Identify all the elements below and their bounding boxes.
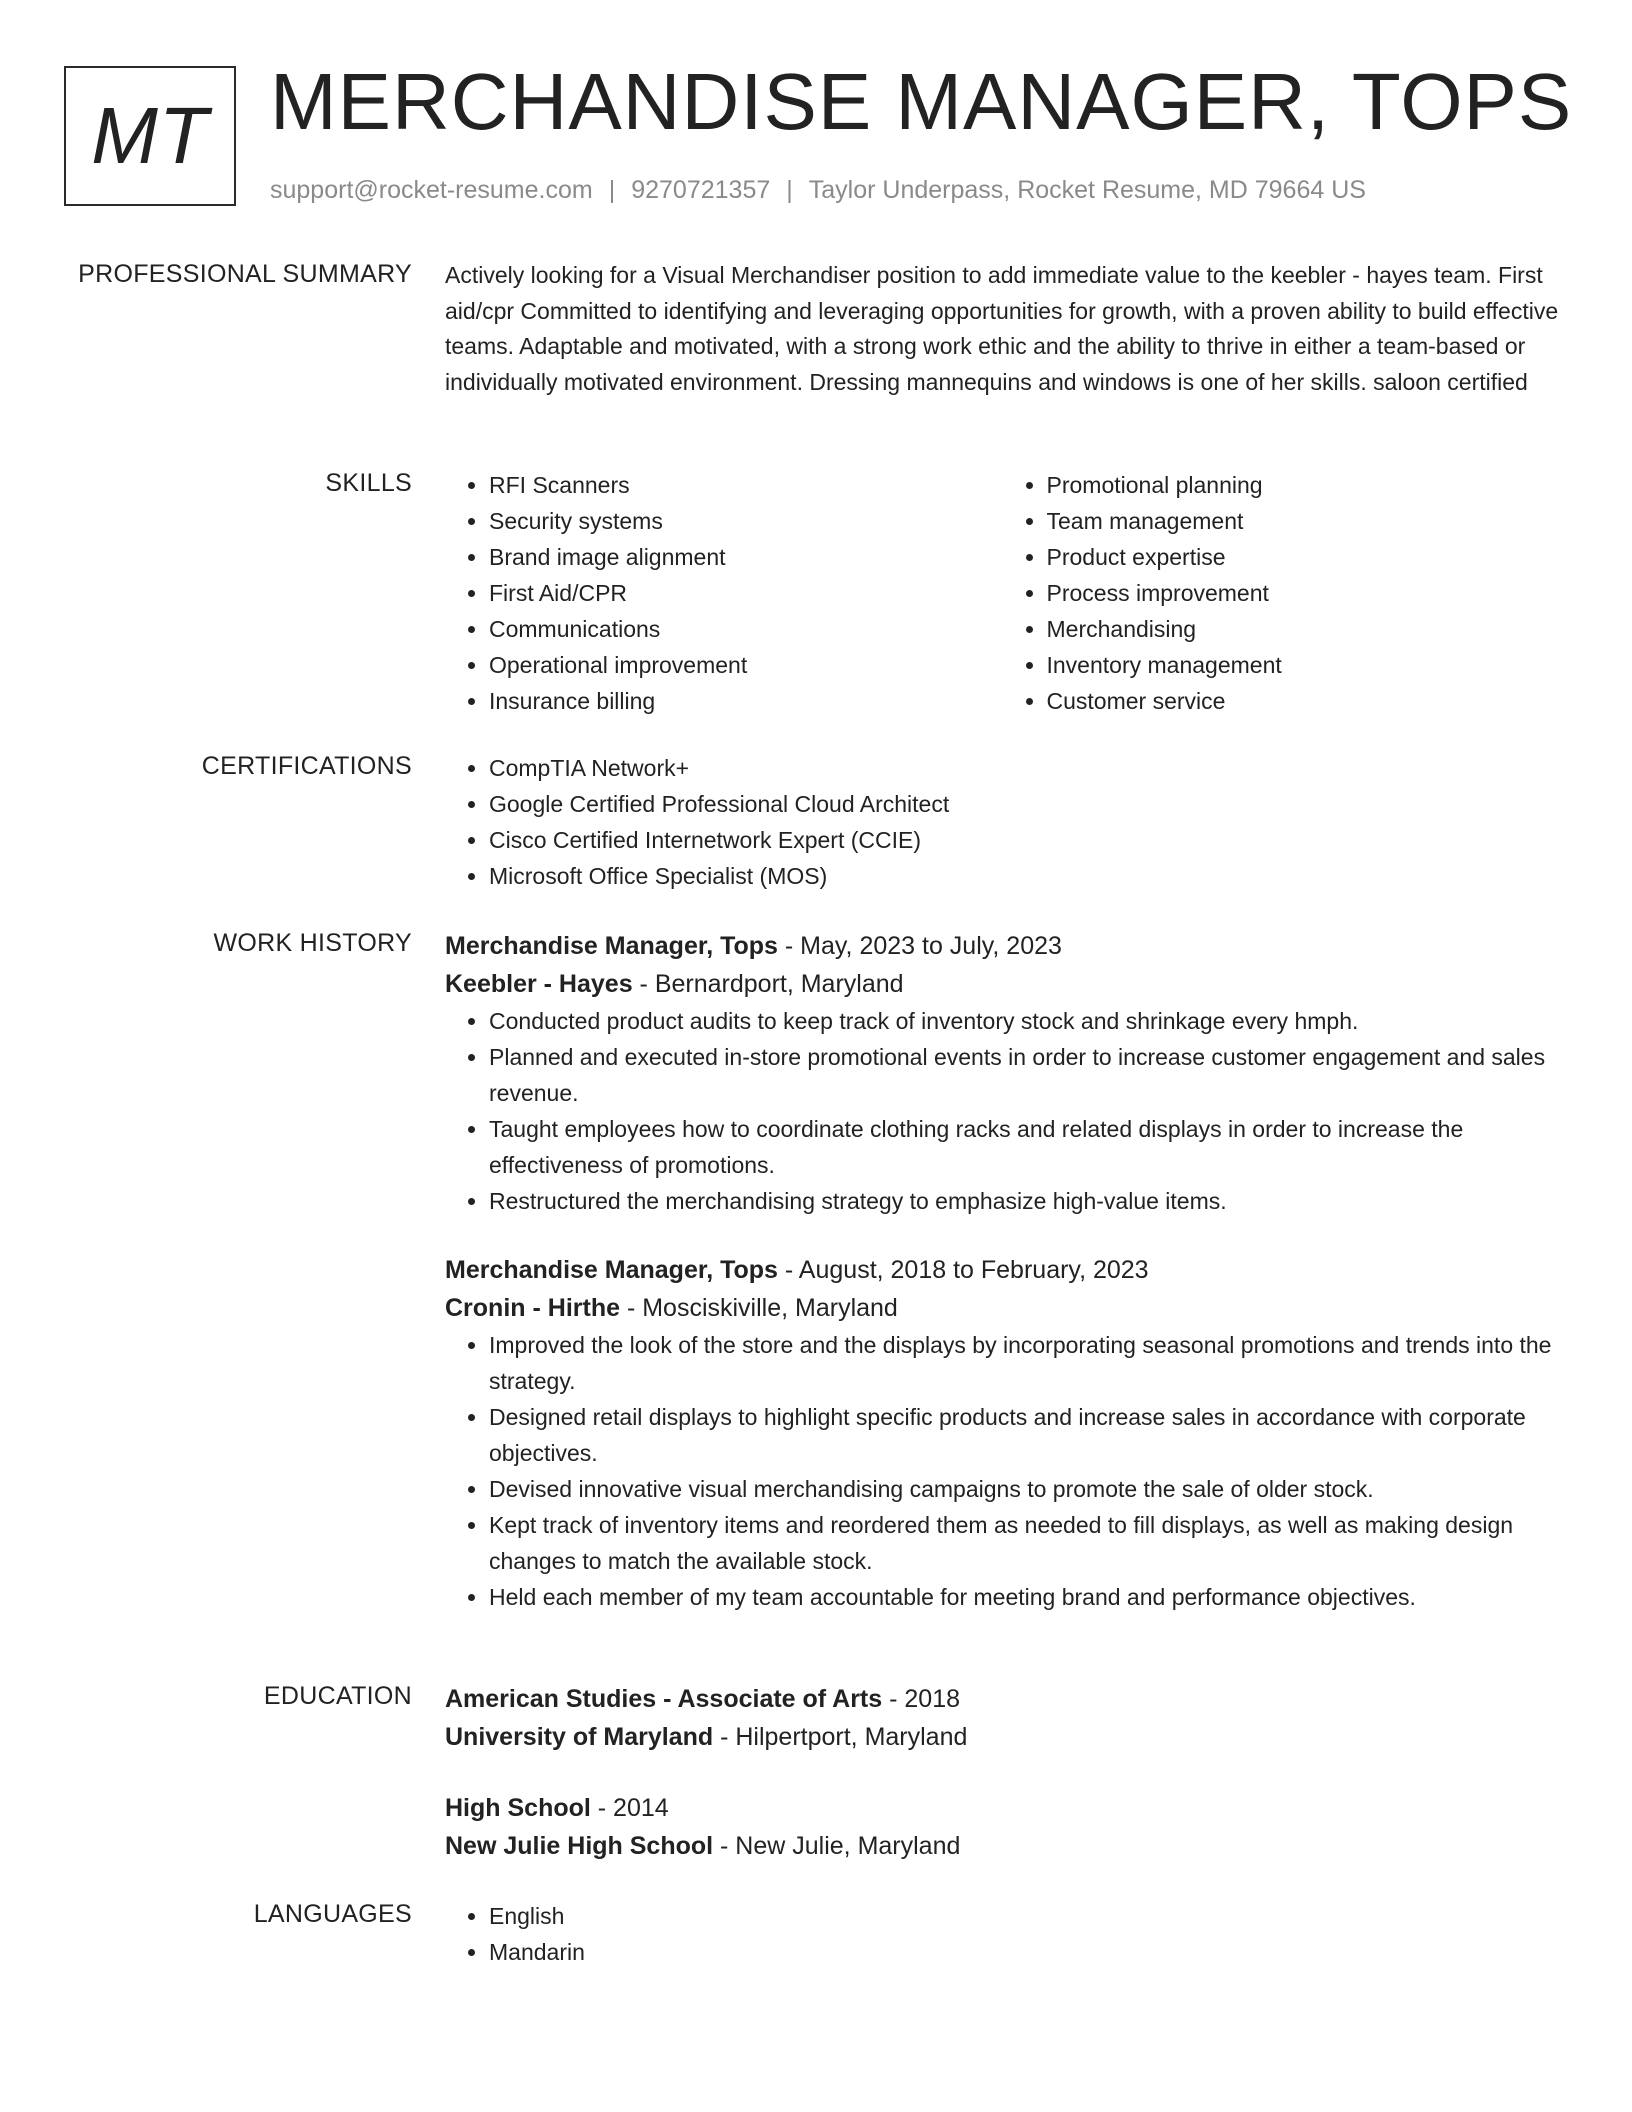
skill-item: • Operational improvement (489, 647, 1003, 683)
contact-separator: | (608, 176, 616, 204)
languages-list (445, 1898, 1560, 1970)
section-body (445, 1680, 1560, 1865)
job-role: Merchandise Manager, Tops (445, 1256, 778, 1284)
education-degree-line (445, 1789, 1560, 1827)
education-school: New Julie High School (445, 1832, 714, 1860)
job-company-line (445, 965, 1560, 1003)
certifications-list (445, 750, 1560, 894)
section-title: EDUCATION (263, 1682, 412, 1710)
education-location: - Hilpertport, Maryland (713, 1723, 968, 1751)
skills-list-left (445, 467, 1003, 719)
skill-item: • Insurance billing (489, 683, 1003, 719)
candidate-name: MERCHANDISE MANAGER, TOPS (270, 57, 1573, 146)
language-item: • English (489, 1898, 1560, 1934)
skill-item: • Communications (489, 611, 1003, 647)
section-body (445, 1898, 1560, 1970)
education-degree-line (445, 1680, 1560, 1718)
certification-item: • Cisco Certified Internetwork Expert (CCIE) (489, 822, 1560, 858)
job-entry (445, 927, 1560, 1219)
skill-item: • Process improvement (1047, 575, 1561, 611)
skill-item: • RFI Scanners (489, 467, 1003, 503)
skill-item: • Brand image alignment (489, 539, 1003, 575)
education-degree: High School (445, 1794, 591, 1822)
certification-item: • Microsoft Office Specialist (MOS) (489, 858, 1560, 894)
section-title: WORK HISTORY (213, 929, 412, 957)
job-bullet: • Improved the look of the store and the displays by incorporating seasonal promotions and trends into the strategy. (489, 1327, 1560, 1399)
job-bullet: • Restructured the merchandising strategy to emphasize high-value items. (489, 1183, 1560, 1219)
section-title: PROFESSIONAL SUMMARY (78, 260, 412, 288)
job-dates: - August, 2018 to February, 2023 (777, 1256, 1149, 1284)
skill-item: • Product expertise (1047, 539, 1561, 575)
skill-item: • Inventory management (1047, 647, 1561, 683)
job-bullets (445, 1327, 1560, 1615)
section-title: SKILLS (325, 469, 412, 497)
contact-line (270, 174, 1366, 206)
skill-item: • First Aid/CPR (489, 575, 1003, 611)
education-year: - 2018 (882, 1685, 961, 1713)
job-bullet: • Designed retail displays to highlight specific products and increase sales in accordance with corporate objectives. (489, 1399, 1560, 1471)
job-title-line (445, 927, 1560, 965)
job-bullet: • Kept track of inventory items and reordered them as needed to fill displays, as well as making design changes to match the available stock. (489, 1507, 1560, 1579)
job-entry (445, 1251, 1560, 1615)
skill-item: • Customer service (1047, 683, 1561, 719)
contact-separator: | (786, 176, 793, 204)
job-bullet: • Planned and executed in-store promotional events in order to increase customer engagement and sales revenue. (489, 1039, 1560, 1111)
job-dates: - May, 2023 to July, 2023 (777, 932, 1062, 960)
summary-text: Actively looking for a Visual Merchandiser position to add immediate value to the keebler - hayes team. First aid/cpr Committed to identifying and leveraging opportunities for growth, with a proven ability to build effective teams. Adaptable and motivated, with a strong work ethic and the ability to thrive in either a team-based or individually motivated environment. Dressing mannequins and windows is one of her skills. saloon certified (445, 262, 1559, 395)
skill-item: • Merchandising (1047, 611, 1561, 647)
job-location: - Mosciskiville, Maryland (620, 1294, 898, 1322)
job-location: - Bernardport, Maryland (632, 970, 904, 998)
section-body (445, 750, 1560, 894)
language-item: • Mandarin (489, 1934, 1560, 1970)
job-bullet: • Devised innovative visual merchandising campaigns to promote the sale of older stock. (489, 1471, 1560, 1507)
skills-list-right (1003, 467, 1561, 719)
education-location: - New Julie, Maryland (713, 1832, 961, 1860)
education-year: - 2014 (590, 1794, 669, 1822)
job-title-line (445, 1251, 1560, 1289)
section-title: LANGUAGES (253, 1900, 412, 1928)
education-degree: American Studies - Associate of Arts (445, 1685, 883, 1713)
monogram-logo: MT (64, 66, 236, 206)
education-entry (445, 1789, 1560, 1865)
job-company-line (445, 1289, 1560, 1327)
skills-columns (445, 467, 1560, 719)
job-role: Merchandise Manager, Tops (445, 932, 778, 960)
job-bullet: • Held each member of my team accountable for meeting brand and performance objectives. (489, 1579, 1560, 1615)
education-school: University of Maryland (445, 1723, 714, 1751)
section-body (445, 927, 1560, 1615)
job-company: Cronin - Hirthe (445, 1294, 620, 1322)
section-body (445, 258, 1560, 400)
job-company: Keebler - Hayes (445, 970, 633, 998)
job-bullet: • Conducted product audits to keep track of inventory stock and shrinkage every hmph. (489, 1003, 1560, 1039)
skill-item: • Security systems (489, 503, 1003, 539)
certification-item: • Google Certified Professional Cloud Architect (489, 786, 1560, 822)
section-title: CERTIFICATIONS (201, 752, 412, 780)
certification-item: • CompTIA Network+ (489, 750, 1560, 786)
education-entry (445, 1680, 1560, 1756)
skill-item: • Promotional planning (1047, 467, 1561, 503)
contact-phone: 9270721357 (631, 176, 771, 204)
job-bullet: • Taught employees how to coordinate clothing racks and related displays in order to increase the effectiveness of promotions. (489, 1111, 1560, 1183)
education-school-line (445, 1827, 1560, 1865)
job-bullets (445, 1003, 1560, 1219)
contact-email: support@rocket-resume.com (270, 176, 593, 204)
education-school-line (445, 1718, 1560, 1756)
skill-item: • Team management (1047, 503, 1561, 539)
contact-address: Taylor Underpass, Rocket Resume, MD 79664 US (808, 176, 1366, 204)
